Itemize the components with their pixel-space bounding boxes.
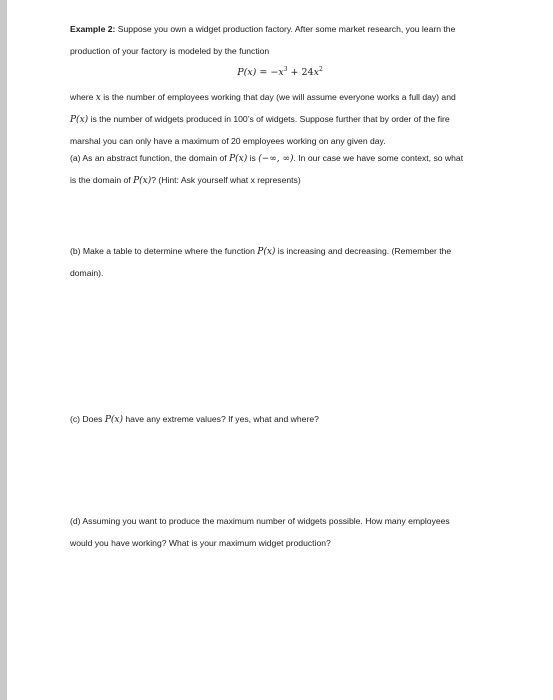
qb-text-1a: (b) Make a table to determine where the function <box>70 246 258 256</box>
question-b-line-2: domain). <box>70 268 104 278</box>
question-b-line-1 <box>70 240 495 262</box>
formula-x1: x <box>278 67 284 78</box>
intro-line-1 <box>70 18 495 40</box>
question-a-line-2 <box>70 169 495 191</box>
desc-text-1a: where <box>70 92 96 102</box>
intro-text-1: Suppose you own a widget production factory. After some market research, you learn the <box>115 24 456 34</box>
example-label: Example 2: <box>70 24 116 34</box>
qa-text-1b: . In our case we have some context, so what <box>293 153 464 163</box>
question-c <box>70 408 495 430</box>
problem-description <box>70 86 495 152</box>
qc-text-1b: have any extreme values? If yes, what and where? <box>123 414 319 424</box>
desc-var-px: P(x) <box>70 115 89 125</box>
question-a <box>70 147 495 191</box>
example-intro <box>70 18 495 62</box>
question-b <box>70 240 495 284</box>
question-d-line-1: (d) Assuming you want to produce the maximum number of widgets possible. How many employees <box>70 516 450 526</box>
desc-text-2b: is the number of widgets produced in 100’s of widgets. Suppose further that by order of the fire <box>88 114 450 124</box>
formula-x2: x <box>313 67 319 78</box>
qc-fn: P(x) <box>104 415 124 425</box>
qc-text-1a: (c) Does <box>70 414 105 424</box>
description-line-2 <box>70 108 495 130</box>
question-d <box>70 510 495 554</box>
question-c-line-1 <box>70 408 495 430</box>
intro-line-2: production of your factory is modeled by the function <box>70 46 270 56</box>
qa-interval: (−∞, ∞) <box>258 154 294 164</box>
qb-fn: P(x) <box>257 247 276 257</box>
qa-fn-2: P(x) <box>133 176 152 186</box>
desc-var-x: x <box>95 93 101 103</box>
formula-exp2: 2 <box>318 65 323 73</box>
formula-lhs: P(x) <box>237 67 257 78</box>
formula-plus: + 24 <box>287 67 314 78</box>
qa-text-2a: is the domain of <box>70 175 134 185</box>
question-d-line-2: would you have working? What is your maximum widget production? <box>70 538 331 548</box>
qa-fn-1: P(x) <box>229 154 248 164</box>
document-page <box>7 0 553 700</box>
description-line-3: marshal you can only have a maximum of 20 employees working on any given day. <box>70 136 386 146</box>
desc-text-1b: is the number of employees working that day (we will assume everyone works a full day) and <box>100 92 456 102</box>
left-margin-bar <box>0 0 7 700</box>
qa-is: is <box>247 153 259 163</box>
formula-exp1: 3 <box>283 65 288 73</box>
description-line-1 <box>70 86 495 108</box>
question-a-line-1 <box>70 147 495 169</box>
production-formula <box>7 62 553 84</box>
qa-text-2b: ? (Hint: Ask yourself what x represents) <box>151 175 301 185</box>
qa-text-1a: (a) As an abstract function, the domain of <box>70 153 230 163</box>
qb-text-1b: is increasing and decreasing. (Remember the <box>275 246 452 256</box>
formula-eq: = − <box>256 67 279 78</box>
